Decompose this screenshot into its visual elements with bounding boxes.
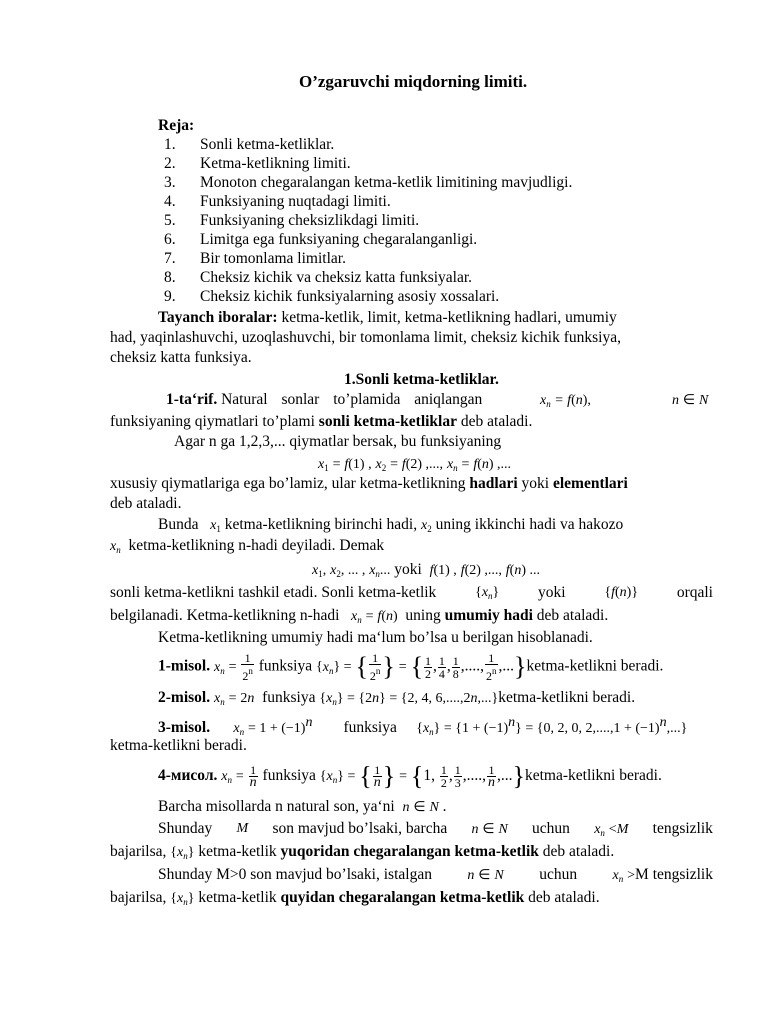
text: M tengsizlik xyxy=(635,866,713,883)
text: tengsizlik xyxy=(652,820,713,837)
plan-heading: Reja: xyxy=(158,117,195,134)
plan-item-number: 8. xyxy=(164,269,176,286)
term-bold: sonli ketma-ketliklar xyxy=(318,413,457,430)
paragraph-line: Agar n ga 1,2,3,... qiymatlar bersak, bu funksiyaning xyxy=(174,433,502,450)
text: uning xyxy=(405,607,441,624)
text: belgilanadi. Ketma-ketlikning n-hadi xyxy=(110,607,340,624)
text: ketma-ketlikning birinchi hadi, xyxy=(224,516,418,533)
definition-label: 1-ta‘rif. xyxy=(166,391,218,408)
keywords-line xyxy=(158,308,713,328)
page-title: O’zgaruvchi miqdorning limiti. xyxy=(299,72,528,91)
keywords-label: Tayanch iboralar: xyxy=(158,309,278,326)
paragraph-line: Ketma-ketlikning umumiy hadi ma‘lum bo’lsa u berilgan hisoblanadi. xyxy=(158,629,593,646)
definition-line xyxy=(110,412,532,432)
example-label: 4-мисол xyxy=(158,767,214,785)
text: xususiy qiymatlariga ega bo’lamiz, ular ketma-ketlikning xyxy=(110,475,466,492)
paragraph-line: Barcha misollarda n natural son, ya‘ni n ∈ N . xyxy=(158,798,447,815)
paragraph-line: belgilanadi. Ketma-ketlikning n-hadi $x_n = f(n)$ uning umumiy hadi deb ataladi. xyxy=(110,607,609,625)
example-label: 1-misol xyxy=(158,657,207,675)
plan-item-number: 1. xyxy=(164,136,176,153)
text: yoki xyxy=(521,475,550,492)
text: orqali xyxy=(676,584,713,601)
text: ketma-ketlik xyxy=(198,843,277,860)
paragraph-line: Bunda $x_1$ ketma-ketlikning birinchi hadi, $x_2$ uning ikkinchi hadi va hakozo xyxy=(158,516,624,534)
formula-xn-fn: $x_n = f(n)$, xyxy=(540,393,591,409)
plan-item xyxy=(164,154,351,174)
term-bold: hadlari xyxy=(469,475,518,492)
plan-item-number: 2. xyxy=(164,155,176,172)
paragraph-line xyxy=(110,474,628,494)
formula-set-xn: $\{x_n\}$ xyxy=(475,585,500,601)
plan-item-number: 6. xyxy=(164,231,176,248)
example-3: 3-misol. $x_n = 1 + (-1)^n$ funksiya $\{x_n\} = \{1 + (-1)^n\} = \{0$, 2, 0, $2,....,1 + (-1)^n$,...} xyxy=(158,715,688,737)
paragraph-line: ketma-ketlikni beradi. xyxy=(110,737,247,754)
example-label: 2-misol xyxy=(158,689,207,706)
plan-item-text: Limitga ega funksiyaning chegaralanganligi. xyxy=(200,231,478,248)
paragraph-line: bajarilsa, $\{x_n\}$ ketma-ketlik yuqoridan chegaralangan ketma-ketlik deb ataladi. xyxy=(110,843,615,861)
plan-item xyxy=(164,268,472,288)
plan-item xyxy=(164,249,346,269)
definition-line xyxy=(166,390,482,410)
text: funksiya xyxy=(262,767,316,785)
text: funksiyaning qiymatlari to’plami xyxy=(110,413,315,430)
text: uchun xyxy=(539,866,578,883)
plan-item-text: Ketma-ketlikning limiti. xyxy=(200,155,351,172)
example-2: 2-misol. $x_n = 2n$ funksiya $\{x_n\} = \{2n\} = \{2$, 4, 6,....,2n,...}ketma-ketlikni beradi. xyxy=(158,689,636,707)
example-label: 3-misol xyxy=(158,719,207,736)
text: ketma-ketlikning n-hadi deyiladi. Demak xyxy=(128,537,385,554)
text: uchun xyxy=(532,820,570,837)
paragraph-line: bajarilsa, $\{x_n\}$ ketma-ketlik quyidan chegaralangan ketma-ketlik deb ataladi. xyxy=(110,889,600,907)
plan-item xyxy=(164,192,391,212)
plan-item-text: Funksiyaning cheksizlikdagi limiti. xyxy=(200,212,420,229)
plan-item-text: Cheksiz kichik va cheksiz katta funksiyalar. xyxy=(200,269,473,286)
keywords-line: cheksiz katta funksiya. xyxy=(110,349,252,366)
plan-item xyxy=(164,230,477,250)
text: deb ataladi. xyxy=(460,413,533,430)
formula-sequence-values: $x_1 = f(1)$ , $x_2 = f(2)$ ,..., $x_n = f(n)$ ,... xyxy=(318,457,512,473)
plan-item-number: 7. xyxy=(164,250,176,267)
paragraph-line: $x_n$ ketma-ketlikning n-hadi deyiladi. Demak xyxy=(110,537,385,555)
text: ketma-ketlik xyxy=(198,889,277,906)
text: uning ikkinchi hadi va hakozo xyxy=(435,516,624,533)
section-heading: 1.Sonli ketma-ketliklar. xyxy=(344,371,499,388)
text: yoki xyxy=(538,584,566,601)
text: deb ataladi. xyxy=(528,889,600,906)
plan-item xyxy=(164,135,334,155)
text: deb ataladi. xyxy=(542,843,615,860)
text: funksiya xyxy=(258,657,313,675)
text: son mavjud bo’lsaki, barcha xyxy=(272,820,448,837)
plan-item-text: Sonli ketma-ketliklar. xyxy=(200,136,335,153)
term-bold: yuqoridan chegaralangan ketma-ketlik xyxy=(280,843,539,860)
plan-item xyxy=(164,211,419,231)
term-bold: quyidan chegaralangan ketma-ketlik xyxy=(280,889,525,906)
plan-item-number: 4. xyxy=(164,193,176,210)
text: bajarilsa, xyxy=(110,843,167,860)
plan-item-text: Bir tomonlama limitlar. xyxy=(200,250,346,267)
plan-item xyxy=(164,173,572,193)
term-bold: umumiy hadi xyxy=(444,607,533,624)
plan-item-text: Monoton chegaralangan ketma-ketlik limitining mavjudligi. xyxy=(200,174,573,191)
paragraph-line xyxy=(110,583,713,606)
text: yoki xyxy=(394,561,422,578)
text: sonli ketma-ketlikni tashkil etadi. Sonli ketma-ketlik xyxy=(110,584,437,601)
plan-item-text: Cheksiz kichik funksiyalarning asosiy xossalari. xyxy=(200,288,500,305)
text: ketma-ketlikni beradi. xyxy=(524,767,662,785)
text: funksiya xyxy=(262,689,316,706)
text: Bunda xyxy=(158,516,199,533)
plan-item-number: 5. xyxy=(164,212,176,229)
text: Shunday M>0 son mavjud bo’lsaki, istalgan xyxy=(158,866,432,883)
formula-n-in-N: n ∈ N xyxy=(672,393,709,408)
text: deb ataladi. xyxy=(536,607,609,624)
text: Shunday xyxy=(158,820,213,837)
formula-set-fn: {f(n)} xyxy=(604,585,639,600)
keywords-line: had, yaqinlashuvchi, uzoqlashuvchi, bir tomonlama limit, cheksiz kichik funksiya, xyxy=(110,329,621,346)
term-bold: elementlari xyxy=(552,475,628,492)
paragraph-line: deb ataladi. xyxy=(110,495,182,512)
text: ketma-ketlikni beradi. xyxy=(498,689,636,706)
text: ketma-ketlikni beradi. xyxy=(526,657,664,675)
formula-sequence-list: $x_1$, $x_2$, ... , $x_n$... yoki f(1) , f(2) ,..., f(n) ... xyxy=(312,561,541,579)
plan-item xyxy=(164,287,499,307)
plan-item-number: 3. xyxy=(164,174,176,191)
keywords-text: ketma-ketlik, limit, ketma-ketlikning hadlari, umumiy xyxy=(281,309,617,326)
text: bajarilsa, xyxy=(110,889,167,906)
plan-item-text: Funksiyaning nuqtadagi limiti. xyxy=(200,193,391,210)
example-4: 4-мисол. $x_n$ = $\frac{1}{n}$ funksiya $\{x_n\}$ = { $\frac{1}{n}$ } = {1, $\frac{1}{2}$ , $\frac{1}{3}$ ,...., $\frac{1}{n}$ ,...}ketma-ketlikni beradi. xyxy=(158,761,662,791)
text: Barcha misollarda n natural son, ya‘ni xyxy=(158,798,395,815)
text: funksiya xyxy=(343,719,397,736)
definition-text: Natural sonlar to’plamida aniqlangan xyxy=(221,391,483,408)
paragraph-line: Shunday M>0 son mavjud bo’lsaki, istalgan n ∈ N uchun $x_n >M$ tengsizlik xyxy=(158,865,713,889)
example-1: 1-misol. $x_n$ = $\frac{1}{2^n}$ funksiya $\{x_n\}$ = { $\frac{1}{2^n}$ } = { $\frac{1}{2}$ , $\frac{1}{4}$ , $\frac{1}{8}$ ,...., $\frac{1}{2^n}$ ,...}ketma-ketlikni beradi. xyxy=(158,651,664,683)
plan-item-number: 9. xyxy=(164,288,176,305)
paragraph-line: Shunday M son mavjud bo’lsaki, barcha n ∈ N uchun $x_n <M$ tengsizlik xyxy=(158,819,713,843)
